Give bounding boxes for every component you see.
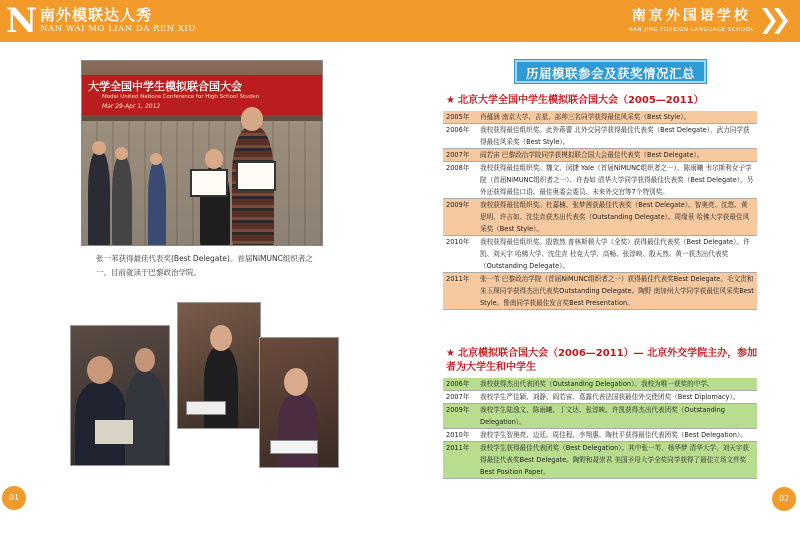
table-row	[443, 199, 757, 236]
section-title-bimun-text: 北京模拟联合国大会（2006—2011）— 北京外交学院主办，参加者为大学生和中学生	[446, 348, 758, 373]
table-row	[443, 149, 757, 162]
table-cell-year: 2010年	[443, 236, 477, 273]
table-cell-text: 我校学生智奥亮、边廷、周佳程、李翔惠、陶杜平获得最佳代表团奖（Best Delegation）。	[477, 429, 757, 442]
placard	[186, 401, 226, 415]
table-cell-year: 2007年	[443, 391, 477, 404]
table-row	[443, 378, 757, 391]
table-row	[443, 391, 757, 404]
school-name-cn: 南京外国语学校	[631, 8, 751, 24]
star-icon: ★	[446, 348, 455, 359]
table-cell-text: 我校获得最佳组织奖。魏文、闵捷 Yale（首届NiMUNC组织者之一）、陈雨曦 韦尔斯利女子学院（首届NiMUNC组织者之一）、许杏如 清华大学同学获得最佳代表奖（Best Delegate），另外还获得最佳口语、最佳奥委会委员、未来外交官等7个特别奖。	[477, 162, 757, 199]
table-cell-text: 我校获得最佳组织奖。殷敦然 普林斯顿大学（全奖）获得最佳代表奖（Best Delegate）。许凯、刘天宇 哈佛大学、沈佳垚 杜克大学、高畅、张淳映、殷天然、黄一获杰出代表奖（Outstanding Delegate）。	[477, 236, 757, 273]
school-logo	[629, 5, 754, 33]
delegate-photo-3	[259, 337, 339, 468]
photo-banner-text: 大学全国中学生模拟联合国大会	[88, 80, 242, 93]
table-cell-text: 我校学生获得最佳代表团奖（Best Delegation）。其中张一苇、杨华梦 清华大学、刘天宇获得最佳代表奖Best Delegate。陶野和聂崇君 美国圣母大学全奖同学获得了最佳立场文件奖Best Position Paper。	[477, 442, 757, 479]
table-cell-text: 我校学生陆逸文、陈雨曦、丁文达、张淳映、许凯获得杰出代表团奖（Outstanding Delegation）。	[477, 404, 757, 429]
table-row	[443, 404, 757, 429]
photo-girl-head	[205, 149, 223, 169]
table-cell-year: 2010年	[443, 429, 477, 442]
delegate-photo-1	[70, 325, 170, 466]
section-title-pku	[446, 94, 758, 108]
table-cell-year: 2009年	[443, 404, 477, 429]
section-title-bimun	[446, 347, 758, 375]
photo-figure	[148, 161, 166, 246]
photo-figure	[112, 156, 132, 246]
photo-boy-head	[241, 107, 263, 131]
table-cell-text: 阎若宙 巴黎政治学院同学获模拟联合国大会最佳代表奖（Best Delegate）。	[477, 149, 757, 162]
table-row	[443, 429, 757, 442]
photo-banner-subtext: Model United Nations Conference for High School Studen	[102, 94, 260, 100]
table-cell-text: 我校获得最佳组织奖。此外蒋蕾 北外交同学获得最佳代表奖（Best Delegate），武力同学获得最佳风采奖（Best Style）。	[477, 124, 757, 149]
pku-awards-table	[443, 111, 757, 310]
header-pinyin: NAN WAI MO LIAN DA REN XIU	[40, 24, 196, 34]
certificate	[190, 169, 228, 197]
photo-figure-head	[115, 147, 128, 160]
page-number-right: 02	[772, 487, 796, 511]
star-icon: ★	[446, 95, 455, 106]
table-cell-year: 2009年	[443, 199, 477, 236]
delegate-photo-2	[177, 302, 261, 429]
table-cell-year: 2008年	[443, 162, 477, 199]
table-cell-year: 2006年	[443, 378, 477, 391]
photo-figure	[125, 372, 165, 466]
table-cell-text: 肖蕴涵 南京大学、吉星、邵帅三名同学获得最佳风采奖（Best Style）。	[477, 111, 757, 124]
section-title-pku-text: 北京大学全国中学生模拟联合国大会（2005—2011）	[457, 95, 704, 106]
school-name-en: NAN JING FOREIGN LANGUAGE SCHOOL	[628, 27, 754, 33]
table-row	[443, 442, 757, 479]
photo-figure-head	[92, 141, 106, 155]
header-logo-letter: N	[6, 1, 38, 41]
photo-figure	[278, 394, 318, 468]
photo-figure-head	[210, 325, 232, 351]
page-header	[0, 0, 800, 42]
table-cell-text: 我校获得杰出代表团奖（Outstanding Delegation）。我校为唯一获奖的中学。	[477, 378, 757, 391]
placard	[270, 440, 318, 454]
certificate	[236, 161, 276, 191]
table-cell-year: 2005年	[443, 111, 477, 124]
table-cell-text: 我校学生严佳颖、刘静、阎若宙、葛露代表法国获最佳外交使团奖（Best Diplomacy）。	[477, 391, 757, 404]
photo-figure-head	[87, 356, 113, 384]
summary-title: 历届模联参会及获奖情况汇总	[515, 60, 706, 83]
table-cell-text: 我校获得最佳组织奖。杜嘉楠、张梦茜获最佳代表奖（Best Delegate）。智奥亮、沈悠、黄思明、许吉如、沈佳垚获杰出代表奖（Outstanding Delegate）。周缘景 哈佛大学获最佳风采奖（Best Style）。	[477, 199, 757, 236]
award-ceremony-photo	[81, 60, 323, 246]
photo-figure	[204, 347, 238, 429]
photo-figure	[88, 151, 110, 246]
photo-laptop	[95, 420, 133, 444]
bimun-awards-table	[443, 378, 757, 479]
chevron-right-icon	[762, 8, 792, 34]
table-cell-text: 张一苇 巴黎政治学院（首届NiMUNC组织者之一）获得最佳代表奖Best Delegate。毛文贵和朱玉琛同学获得杰出代表奖Outstanding Delegate。陶野 南加州大学同学获最佳风采奖Best Style。鲁南同学获最佳发言奖Best Presentation。	[477, 273, 757, 310]
table-row	[443, 273, 757, 310]
table-cell-year: 2011年	[443, 273, 477, 310]
table-row	[443, 111, 757, 124]
table-row	[443, 236, 757, 273]
table-row	[443, 162, 757, 199]
table-row	[443, 124, 757, 149]
photo-caption: 张一苇获得最佳代表奖(Best Delegate)。首届NiMUNC组织者之一。目前就读于巴黎政治学院。	[96, 254, 313, 277]
page-number-left: 01	[2, 486, 26, 510]
photo-figure-head	[150, 153, 162, 165]
table-cell-year: 2006年	[443, 124, 477, 149]
photo-figure-head	[284, 368, 308, 396]
table-cell-year: 2011年	[443, 442, 477, 479]
photo-banner-date: Mar 29-Apr 1, 2012	[102, 103, 161, 110]
photo-figure-head	[135, 348, 155, 372]
header-title: 南外模联达人秀	[40, 6, 153, 24]
table-cell-year: 2007年	[443, 149, 477, 162]
